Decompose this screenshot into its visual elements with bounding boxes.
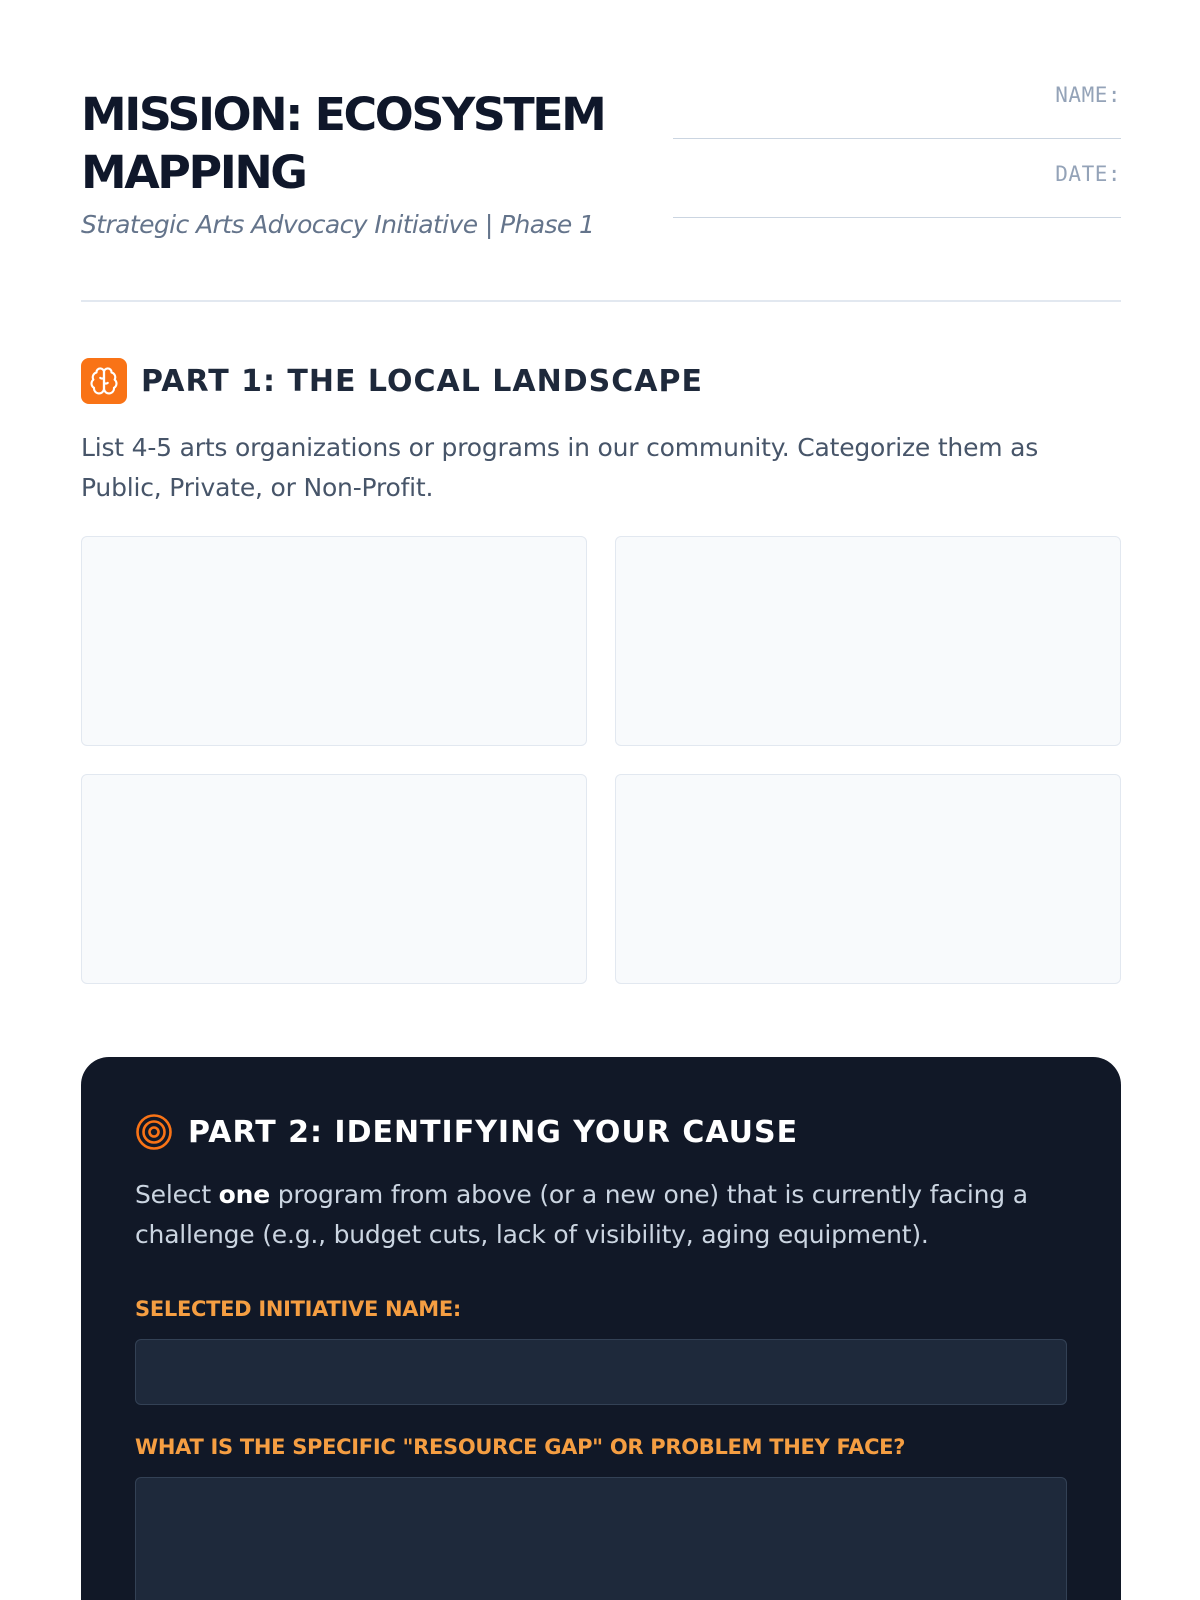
organization-grid [81, 536, 1121, 984]
part2-instructions-end: program from above (or a new one) that is currently facing a challenge (e.g., budget cuts, lack of visibility, aging equipment). [135, 1180, 1028, 1249]
resource-gap-textarea[interactable] [135, 1477, 1067, 1600]
organization-box-2[interactable] [615, 536, 1121, 746]
part1-instructions: List 4-5 arts organizations or programs in our community. Categorize them as Public, Private, or Non-Profit. [81, 433, 1039, 502]
part2-heading [135, 1113, 1067, 1151]
organization-box-3[interactable] [81, 774, 587, 984]
part1-section [81, 358, 1121, 984]
header-divider [81, 300, 1121, 302]
part1-heading [81, 358, 1121, 404]
student-info-fields [673, 80, 1121, 238]
initiative-name-input[interactable] [135, 1339, 1067, 1405]
part1-title: PART 1: THE LOCAL LANDSCAPE [141, 363, 703, 399]
page-title: MISSION: ECOSYSTEM MAPPING [81, 88, 605, 199]
part2-instructions [135, 1175, 1055, 1255]
name-field[interactable] [673, 80, 1121, 139]
worksheet-header [81, 80, 1121, 260]
brain-icon [81, 358, 127, 404]
organization-box-4[interactable] [615, 774, 1121, 984]
part2-instructions-emphasis: one [218, 1180, 271, 1209]
initiative-name-label: SELECTED INITIATIVE NAME: [135, 1297, 461, 1321]
target-icon [135, 1113, 173, 1151]
resource-gap-label: WHAT IS THE SPECIFIC "RESOURCE GAP" OR PROBLEM THEY FACE? [135, 1435, 906, 1459]
date-field[interactable] [673, 159, 1121, 218]
part2-title: PART 2: IDENTIFYING YOUR CAUSE [188, 1114, 799, 1150]
name-field-label: NAME: [1055, 83, 1121, 107]
date-field-label: DATE: [1055, 162, 1121, 186]
page-subtitle: Strategic Arts Advocacy Initiative | Phase 1 [81, 210, 595, 239]
part2-section [81, 1057, 1121, 1600]
organization-box-1[interactable] [81, 536, 587, 746]
part2-instructions-start: Select [135, 1180, 219, 1209]
